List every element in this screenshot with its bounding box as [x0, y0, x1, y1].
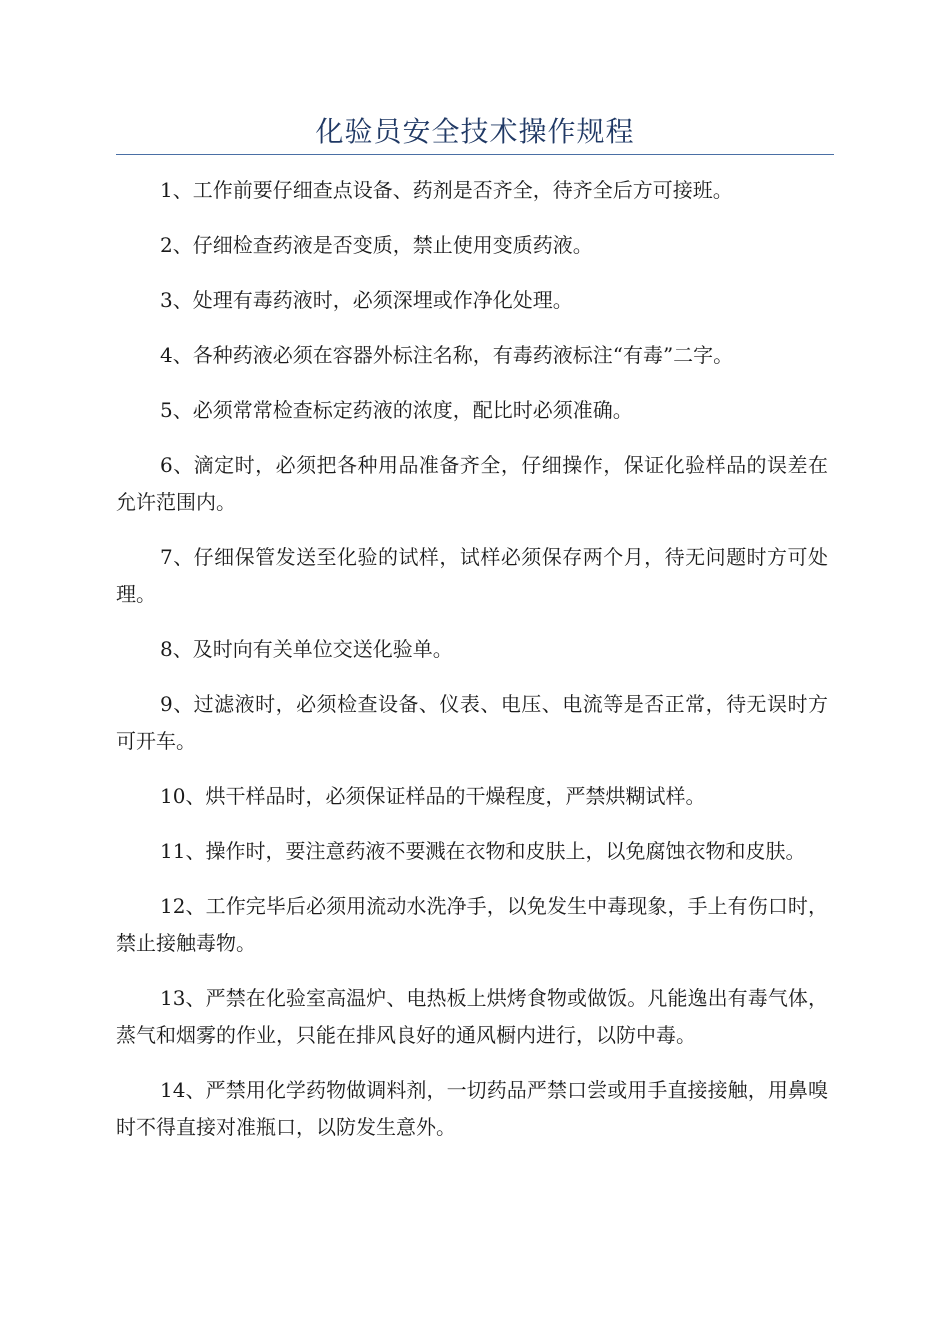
rule-item: 14、严禁用化学药物做调料剂，一切药品严禁口尝或用手直接接触，用鼻嗅时不得直接对准瓶口，以防发生意外。 — [116, 1078, 828, 1139]
rule-item: 11、操作时，要注意药液不要溅在衣物和皮肤上，以免腐蚀衣物和皮肤。 — [160, 839, 806, 863]
rule-item: 9、过滤液时，必须检查设备、仪表、电压、电流等是否正常，待无误时方可开车。 — [116, 692, 828, 753]
rule-item: 7、仔细保管发送至化验的试样，试样必须保存两个月，待无问题时方可处理。 — [116, 545, 828, 606]
rule-item: 10、烘干样品时，必须保证样品的干燥程度，严禁烘糊试样。 — [160, 784, 706, 808]
title-underline — [116, 154, 834, 155]
document-body — [116, 172, 828, 1164]
rule-item: 6、滴定时，必须把各种用品准备齐全，仔细操作，保证化验样品的误差在允许范围内。 — [116, 453, 828, 514]
rule-item: 8、及时向有关单位交送化验单。 — [160, 637, 453, 661]
rule-item: 3、处理有毒药液时，必须深埋或作净化处理。 — [160, 288, 573, 312]
rule-item: 2、仔细检查药液是否变质，禁止使用变质药液。 — [160, 233, 593, 257]
rule-item: 5、必须常常检查标定药液的浓度，配比时必须准确。 — [160, 398, 633, 422]
rule-item: 4、各种药液必须在容器外标注名称，有毒药液标注“有毒”二字。 — [160, 343, 734, 367]
rule-item: 12、工作完毕后必须用流动水洗净手，以免发生中毒现象，手上有伤口时，禁止接触毒物。 — [116, 894, 828, 955]
rule-item: 13、严禁在化验室高温炉、电热板上烘烤食物或做饭。凡能逸出有毒气体，蒸气和烟雾的作业，只能在排风良好的通风橱内进行，以防中毒。 — [116, 986, 828, 1047]
rule-item: 1、工作前要仔细查点设备、药剂是否齐全，待齐全后方可接班。 — [160, 178, 733, 202]
document-title: 化验员安全技术操作规程 — [315, 115, 635, 148]
